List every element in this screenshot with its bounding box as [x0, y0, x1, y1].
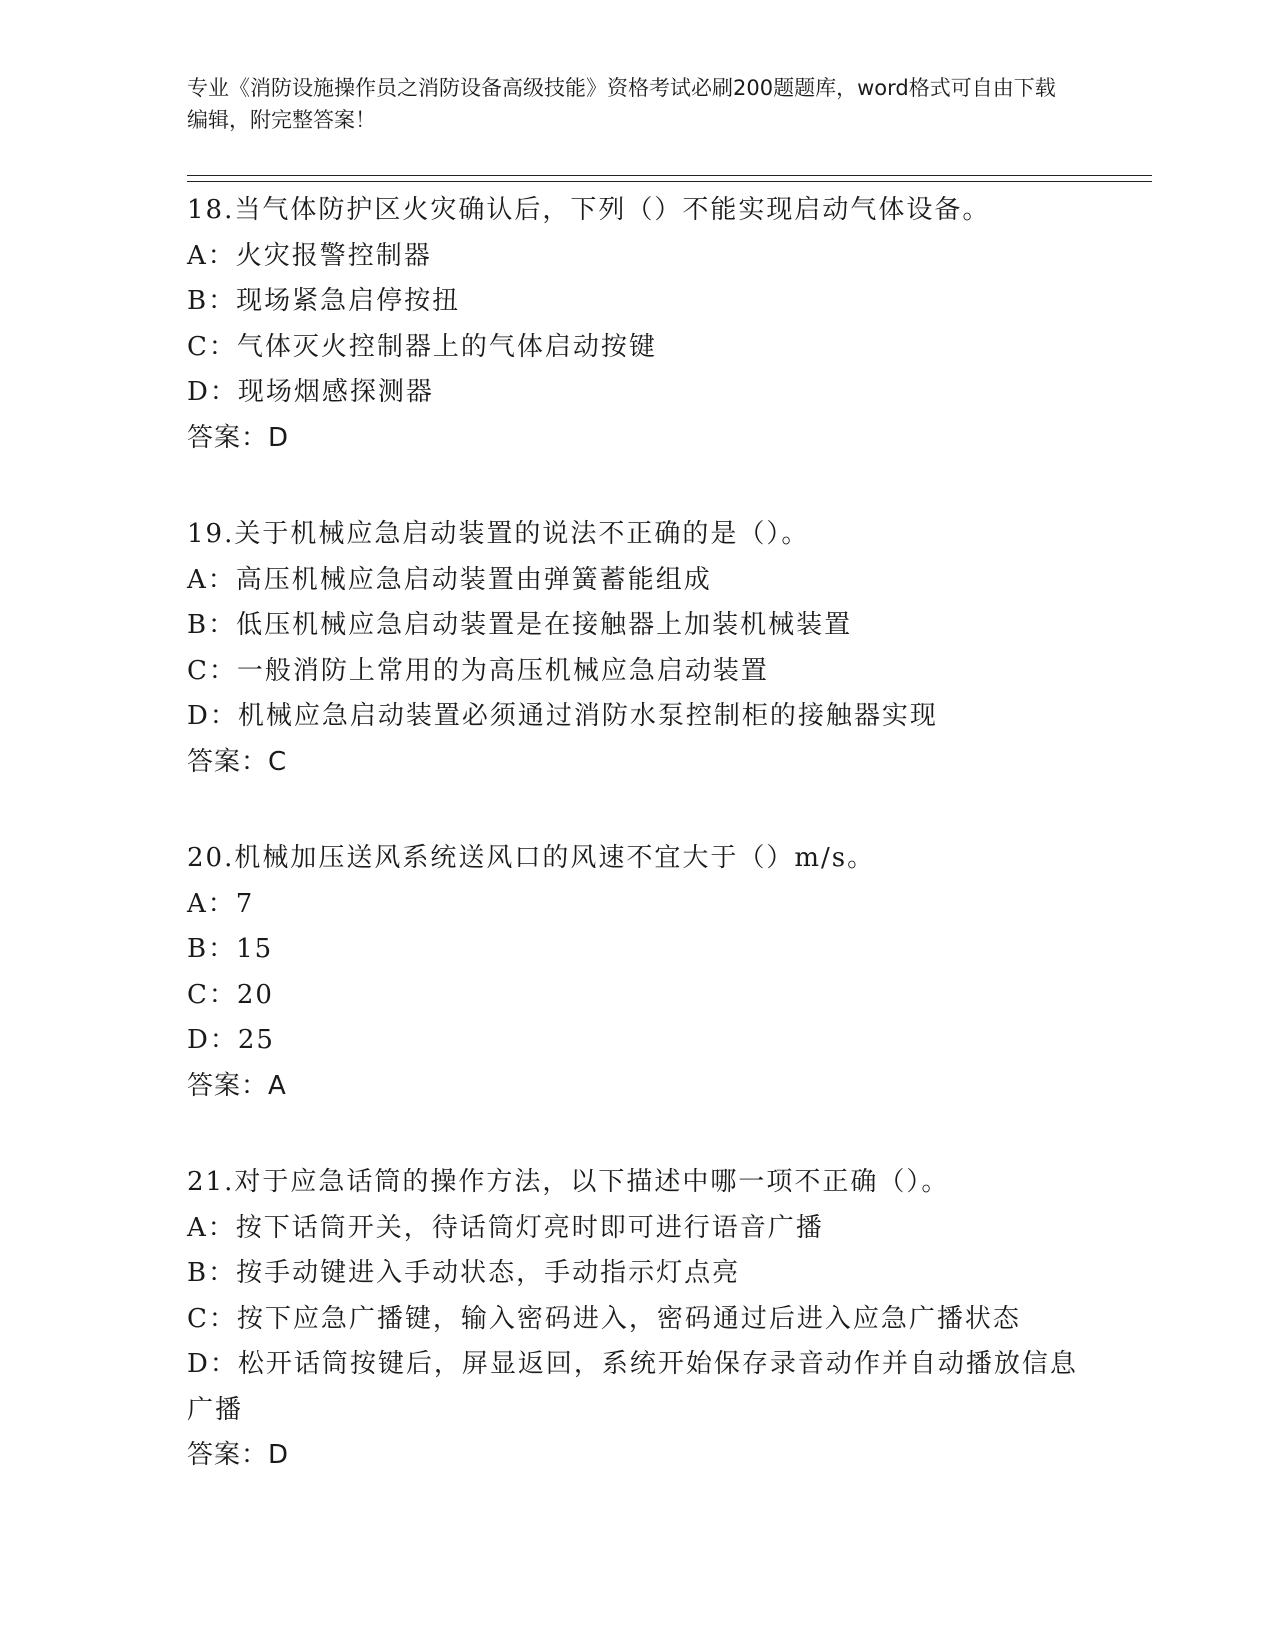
question-stem: 20.机械加压送风系统送风口的风速不宜大于（）m/s。	[187, 843, 876, 873]
option-d: D：25	[187, 1025, 275, 1055]
option-c: C：20	[187, 979, 274, 1010]
question-list	[187, 188, 1147, 1530]
option-d: D：松开话筒按键后，屏显返回，系统开始保存录音动作并自动播放信息广播	[187, 1349, 1078, 1425]
option-b: B：现场紧急启停按扭	[187, 286, 461, 316]
option-a: A：火灾报警控制器	[187, 240, 432, 271]
question-18	[187, 188, 1147, 461]
question-stem: 19.关于机械应急启动装置的说法不正确的是（）。	[187, 519, 810, 549]
option-d: D：机械应急启动装置必须通过消防水泵控制柜的接触器实现	[187, 701, 938, 731]
option-b: B：15	[187, 934, 274, 964]
question-21	[187, 1160, 1147, 1479]
header-divider-bottom	[187, 181, 1152, 182]
question-stem: 21.对于应急话筒的操作方法，以下描述中哪一项不正确（）。	[187, 1167, 950, 1197]
option-a: A：7	[187, 888, 255, 919]
question-20	[187, 836, 1147, 1109]
option-c: C：按下应急广播键，输入密码进入，密码通过后进入应急广播状态	[187, 1303, 1021, 1334]
option-a: A：高压机械应急启动装置由弹簧蓄能组成	[187, 564, 712, 595]
option-d: D：现场烟感探测器	[187, 377, 434, 407]
option-b: B：按手动键进入手动状态，手动指示灯点亮	[187, 1258, 741, 1288]
option-a: A：按下话筒开关，待话筒灯亮时即可进行语音广播	[187, 1212, 824, 1243]
answer: 答案：D	[187, 1440, 290, 1470]
option-c: C：一般消防上常用的为高压机械应急启动装置	[187, 655, 769, 686]
document-header: 专业《消防设施操作员之消防设备高级技能》资格考试必刷200题题库，word格式可自由下载编辑，附完整答案！	[187, 76, 1056, 132]
question-19	[187, 512, 1147, 785]
answer: 答案：C	[187, 746, 288, 777]
answer: 答案：D	[187, 422, 290, 453]
question-stem: 18.当气体防护区火灾确认后，下列（）不能实现启动气体设备。	[187, 195, 991, 225]
answer: 答案：A	[187, 1070, 287, 1101]
option-b: B：低压机械应急启动装置是在接触器上加装机械装置	[187, 610, 853, 640]
option-c: C：气体灭火控制器上的气体启动按键	[187, 331, 657, 362]
header-divider-top	[187, 175, 1152, 176]
